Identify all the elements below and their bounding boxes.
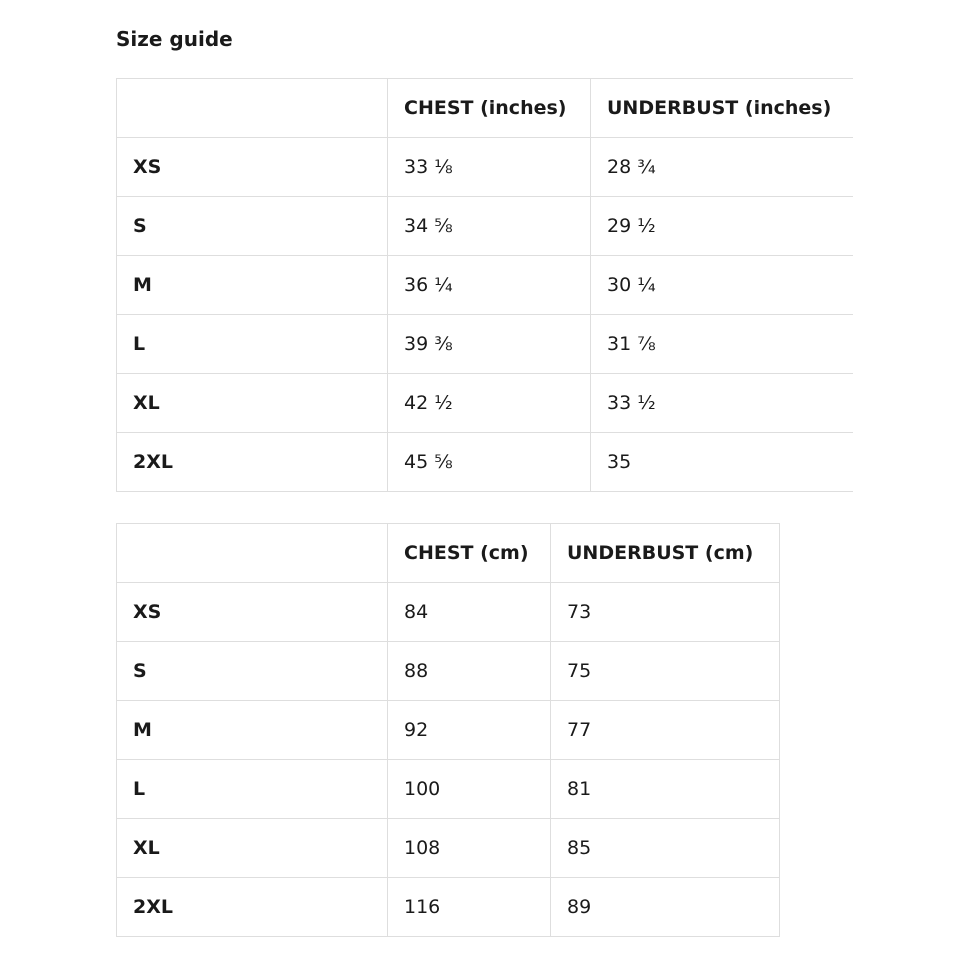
header-chest-cm: CHEST (cm) xyxy=(388,524,551,583)
chest-value: 92 xyxy=(388,701,551,760)
table-row xyxy=(117,760,780,819)
size-label: XL xyxy=(117,374,388,433)
underbust-value: 89 xyxy=(551,878,780,937)
underbust-value: 33 ½ xyxy=(591,374,853,433)
chest-value: 84 xyxy=(388,583,551,642)
underbust-value: 81 xyxy=(551,760,780,819)
size-label: XL xyxy=(117,819,388,878)
underbust-value: 29 ½ xyxy=(591,197,853,256)
chest-value: 100 xyxy=(388,760,551,819)
header-underbust-cm: UNDERBUST (cm) xyxy=(551,524,780,583)
table-row xyxy=(117,138,853,197)
chest-value: 116 xyxy=(388,878,551,937)
size-label: S xyxy=(117,642,388,701)
chest-value: 33 ⅛ xyxy=(388,138,591,197)
size-label: L xyxy=(117,315,388,374)
chest-value: 108 xyxy=(388,819,551,878)
underbust-value: 73 xyxy=(551,583,780,642)
underbust-value: 35 xyxy=(591,433,853,492)
chest-value: 45 ⅝ xyxy=(388,433,591,492)
underbust-value: 30 ¼ xyxy=(591,256,853,315)
size-table-cm xyxy=(116,523,780,937)
header-underbust-inches: UNDERBUST (inches) xyxy=(591,79,853,138)
table-row xyxy=(117,197,853,256)
table-row xyxy=(117,878,780,937)
table-row xyxy=(117,701,780,760)
chest-value: 36 ¼ xyxy=(388,256,591,315)
header-size-cell xyxy=(117,79,388,138)
table-row xyxy=(117,583,780,642)
table-row xyxy=(117,315,853,374)
size-label: S xyxy=(117,197,388,256)
underbust-value: 77 xyxy=(551,701,780,760)
size-label: XS xyxy=(117,138,388,197)
header-chest-inches: CHEST (inches) xyxy=(388,79,591,138)
page-title: Size guide xyxy=(116,27,233,51)
table-row xyxy=(117,256,853,315)
table-header-row xyxy=(117,79,853,138)
size-label: L xyxy=(117,760,388,819)
underbust-value: 31 ⅞ xyxy=(591,315,853,374)
size-label: 2XL xyxy=(117,878,388,937)
chest-value: 88 xyxy=(388,642,551,701)
chest-value: 42 ½ xyxy=(388,374,591,433)
table-row xyxy=(117,433,853,492)
table-row xyxy=(117,819,780,878)
table-header-row xyxy=(117,524,780,583)
underbust-value: 28 ¾ xyxy=(591,138,853,197)
table-row xyxy=(117,374,853,433)
size-label: 2XL xyxy=(117,433,388,492)
header-size-cell xyxy=(117,524,388,583)
underbust-value: 75 xyxy=(551,642,780,701)
size-label: M xyxy=(117,256,388,315)
size-table-inches xyxy=(116,78,853,492)
underbust-value: 85 xyxy=(551,819,780,878)
chest-value: 39 ⅜ xyxy=(388,315,591,374)
size-label: XS xyxy=(117,583,388,642)
chest-value: 34 ⅝ xyxy=(388,197,591,256)
size-label: M xyxy=(117,701,388,760)
table-row xyxy=(117,642,780,701)
